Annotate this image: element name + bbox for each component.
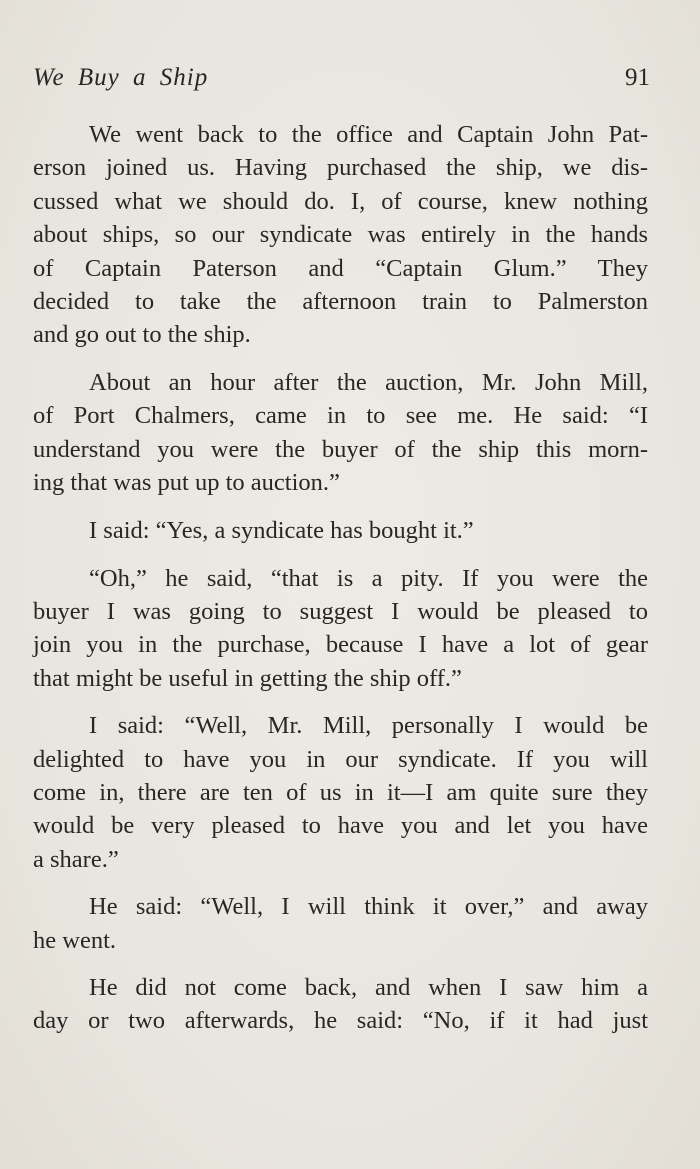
text-line: He did not come back, and when I saw him a (89, 973, 648, 1001)
text-line: join you in the purchase, because I have a lot of gear (33, 631, 648, 659)
text-line: a share.” (33, 845, 119, 873)
paragraph-5 (33, 709, 648, 876)
text-line: delighted to have you in our syndicate. If you will (33, 745, 648, 773)
text-line: he went. (33, 926, 116, 954)
paragraph-6 (33, 890, 648, 957)
text-line: “Oh,” he said, “that is a pity. If you were the (89, 564, 648, 592)
page-number: 91 (625, 64, 650, 91)
text-line: He said: “Well, I will think it over,” and away (89, 893, 648, 921)
text-line: erson joined us. Having purchased the ship, we dis- (33, 154, 648, 182)
text-line: decided to take the afternoon train to Palmerston (33, 287, 648, 315)
text-line: about ships, so our syndicate was entirely in the hands (33, 221, 648, 249)
text-line: day or two afterwards, he said: “No, if it had just (33, 1007, 648, 1035)
text-line: that might be useful in getting the ship off.” (33, 664, 462, 692)
paragraph-4 (33, 562, 648, 696)
text-line: and go out to the ship. (33, 321, 251, 349)
text-line: buyer I was going to suggest I would be pleased to (33, 598, 648, 626)
body-text (33, 118, 648, 1038)
text-line: About an hour after the auction, Mr. John Mill, (89, 368, 648, 396)
text-line: come in, there are ten of us in it—I am quite sure they (33, 779, 648, 807)
text-line: of Port Chalmers, came in to see me. He said: “I (33, 402, 648, 430)
paragraph-2 (33, 366, 648, 500)
text-line: ing that was put up to auction.” (33, 468, 340, 496)
text-line: I said: “Yes, a syndicate has bought it.” (89, 517, 474, 545)
running-title: We Buy a Ship (33, 64, 209, 91)
text-line: cussed what we should do. I, of course, knew nothing (33, 187, 648, 215)
text-line: I said: “Well, Mr. Mill, personally I would be (89, 712, 648, 740)
running-head (33, 62, 650, 94)
paragraph-7 (33, 971, 648, 1038)
text-line: would be very pleased to have you and let you have (33, 812, 648, 840)
paragraph-1 (33, 118, 648, 352)
paragraph-3 (33, 514, 648, 547)
text-line: understand you were the buyer of the ship this morn- (33, 435, 648, 463)
text-line: of Captain Paterson and “Captain Glum.” They (33, 254, 648, 282)
text-line: We went back to the office and Captain John Pat- (89, 121, 648, 148)
